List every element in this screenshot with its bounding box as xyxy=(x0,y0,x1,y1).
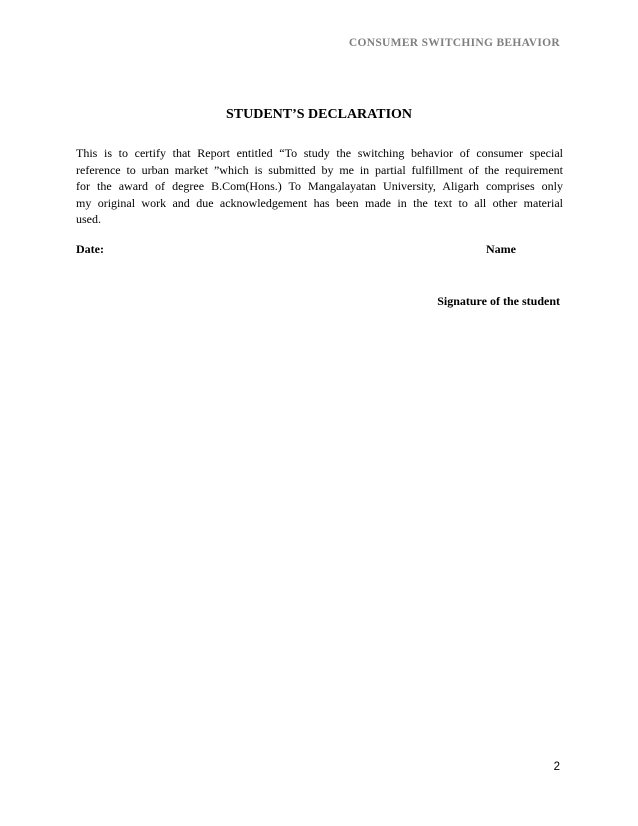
name-label: Name xyxy=(486,242,516,256)
signature-label: Signature of the student xyxy=(437,294,560,308)
page-number: 2 xyxy=(553,761,560,773)
date-label: Date: xyxy=(76,242,104,256)
declaration-line: used. xyxy=(76,212,101,226)
declaration-line: for the award of degree B.Com(Hons.) To Mangalayatan University, Aligarh comprises only xyxy=(76,179,563,193)
declaration-title: STUDENT’S DECLARATION xyxy=(225,107,413,122)
declaration-line: my original work and due acknowledgement has been made in the text to all other material xyxy=(76,195,563,210)
declaration-body xyxy=(76,145,563,228)
declaration-line: reference to urban market ”which is submitted by me in partial fulfillment of the requirement xyxy=(76,162,563,177)
declaration-line: This is to certify that Report entitled “To study the switching behavior of consumer special xyxy=(76,146,563,160)
running-header: CONSUMER SWITCHING BEHAVIOR xyxy=(348,37,560,49)
